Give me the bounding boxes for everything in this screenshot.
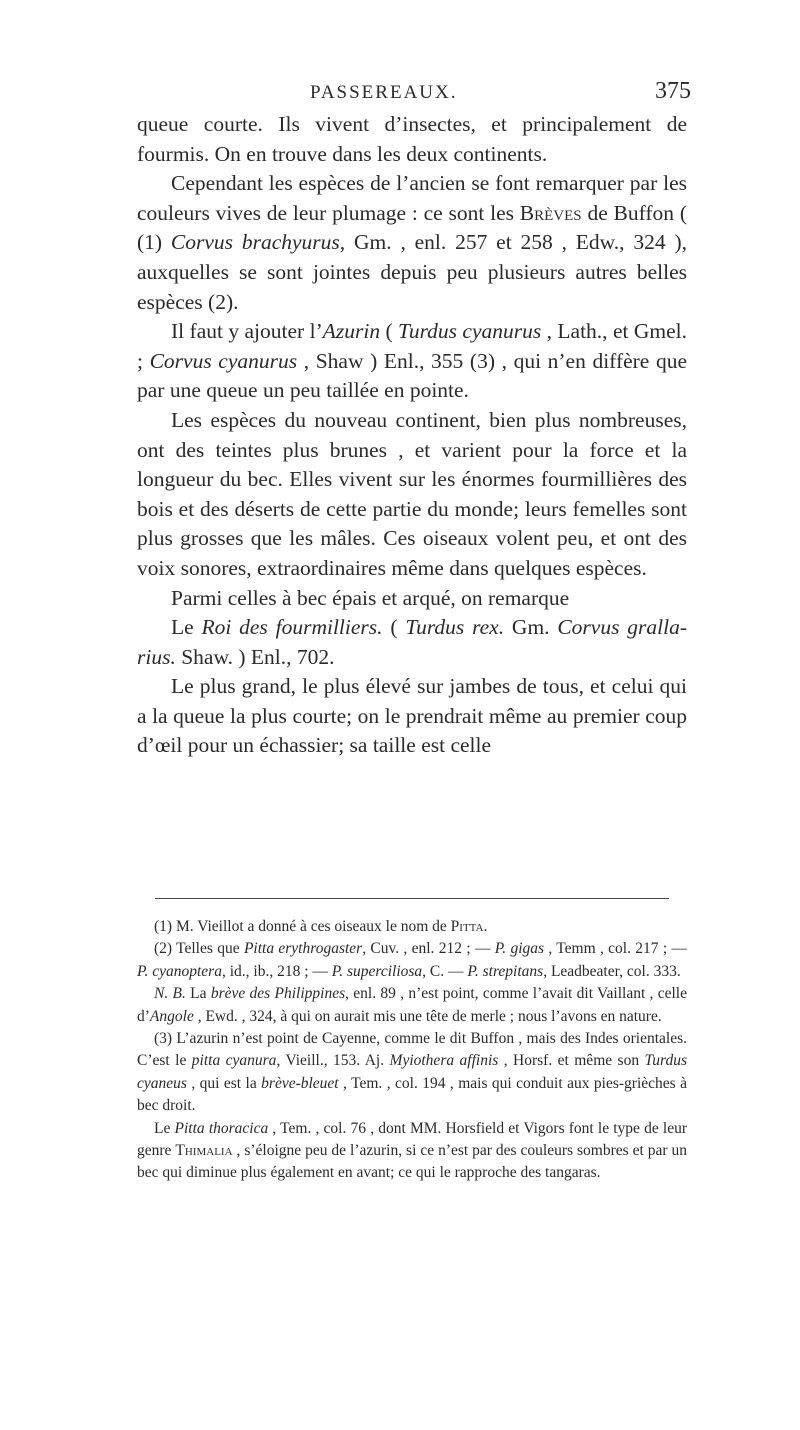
footnote-3: (3) L’azurin n’est point de Cayenne, comme le dit Buffon , mais des Indes orientales. C’est le pitta cyanura, Vieill., 153. Aj. Myiothera affinis , Horsf. et même son Turdus cyaneus , qui est la brève-bleuet , Tem. , col. 194 , mais qui conduit aux pies-grièches à bec droit. bbox=[137, 1030, 688, 1115]
footnote-1: (1) M. Vieillot a donné à ces oiseaux le nom de Pitta. bbox=[154, 918, 488, 935]
species-name: Corvus brachyurus bbox=[170, 230, 340, 255]
footnote-4: Le Pitta thoracica , Tem. , col. 76 , dont MM. Horsfield et Vigors font le type de leur genre Thimalia , s’éloigne peu de l’azurin, si ce n’est par des couleurs sombres et par un bec qui diminue plus également en avant; ce qui le rapproche des tangaras. bbox=[137, 1119, 687, 1182]
paragraph-4: Les espèces du nouveau continent, bien plus nombreuses, ont des teintes plus brunes , et varient pour la force et la longueur du bec. Elles vivent sur les énormes fourmillières des bois et des déserts de cette partie du monde; leurs femelles sont plus grosses que les mâles. Ces oiseaux volent peu, et ont des voix sonores, extraordinaires même dans quelques espèces. bbox=[137, 407, 687, 580]
paragraph-2: Cependant les espèces de l’ancien se font remarquer par les couleurs vives de leur plumage : ce sont les Brèves de Buffon ( (1) Corvus brachyurus, Gm. , enl. 257 et 258 , Edw., 324 ), auxquelles se sont jointes depuis peu plusieurs autres belles espèces (2). bbox=[137, 171, 687, 314]
paragraph-6: Le Roi des fourmilliers. ( Turdus rex. Gm. Corvus gralla-rius. Shaw. ) Enl., 702. bbox=[137, 615, 687, 669]
species-name: Turdus cyanurus bbox=[398, 319, 542, 344]
species-name: Azurin bbox=[322, 319, 381, 344]
footnote-nb: N. B. La brève des Philippines, enl. 89 , n’est point, comme l’avait dit Vaillant , celle d’Angole , Ewd. , 324, à qui on aurait mis une tête de merle ; nous l’avons en nature. bbox=[137, 985, 687, 1025]
footnotes bbox=[137, 916, 687, 1185]
footnote-divider bbox=[155, 898, 669, 899]
species-name: Roi des fourmilliers. bbox=[201, 615, 383, 640]
species-name: Corvus gralla-rius. bbox=[137, 615, 687, 669]
breves-term: Brèves bbox=[519, 200, 582, 225]
paragraph-5: Parmi celles à bec épais et arqué, on remarque bbox=[171, 585, 570, 610]
running-head: PASSEREAUX. bbox=[310, 82, 458, 103]
paragraph-1: queue courte. Ils vivent d’insectes, et principalement de fourmis. On en trouve dans les deux continents. bbox=[137, 112, 687, 166]
species-name: Turdus rex. bbox=[405, 615, 505, 640]
main-text bbox=[137, 110, 687, 761]
page-header bbox=[0, 78, 800, 112]
paragraph-3: Il faut y ajouter l’Azurin ( Turdus cyanurus , Lath., et Gmel. ; Corvus cyanurus , Shaw ) Enl., 355 (3) , qui n’en diffère que par une queue un peu taillée en pointe. bbox=[137, 319, 688, 403]
footnote-2: (2) Telles que Pitta erythrogaster, Cuv. , enl. 212 ; — P. gigas , Temm , col. 217 ; — P. cyanoptera, id., ib., 218 ; — P. superciliosa, C. — P. strepitans, Leadbeater, col. 333. bbox=[137, 940, 688, 980]
page-number: 375 bbox=[655, 78, 691, 104]
species-name: Corvus cyanurus bbox=[149, 348, 298, 373]
paragraph-7: Le plus grand, le plus élevé sur jambes de tous, et celui qui a la queue la plus courte; on le prendrait même au premier coup d’œil pour un échassier; sa taille est celle bbox=[137, 674, 687, 758]
